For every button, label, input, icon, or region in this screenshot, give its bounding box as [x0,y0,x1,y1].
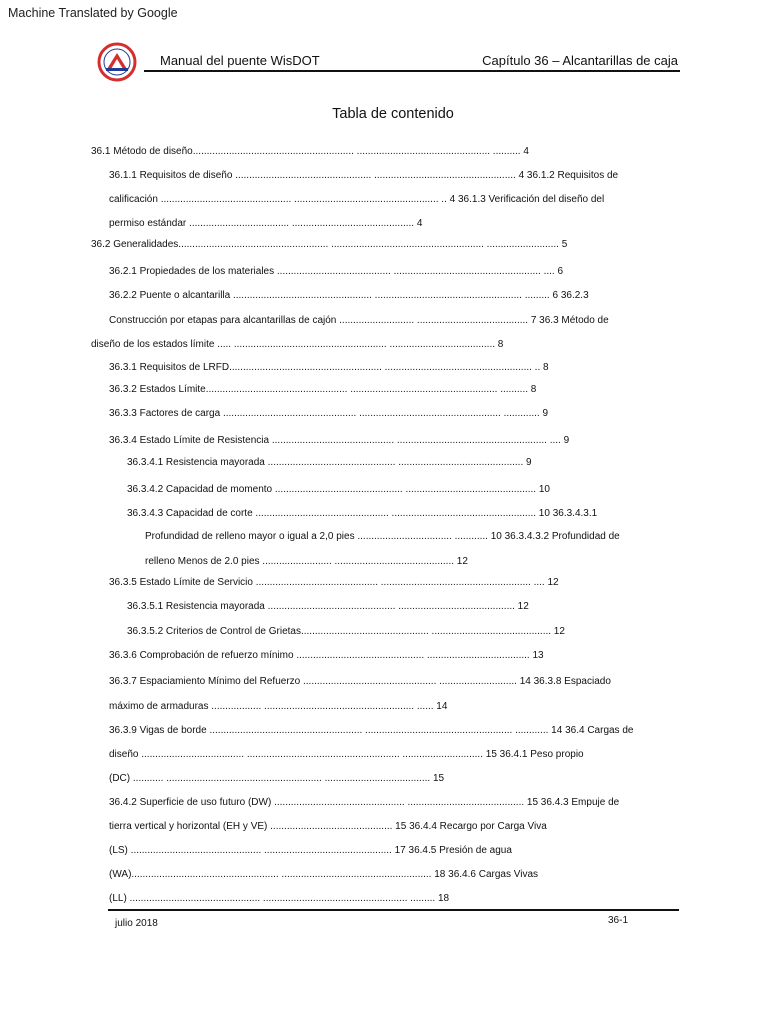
toc-entry[interactable]: relleno Menos de 2.0 pies ......................... ........................................... 12 [145,556,468,567]
toc-entry[interactable]: 36.3.5 Estado Límite de Servicio ............................................ ...................................................... .... 12 [109,577,559,588]
toc-entry[interactable]: Profundidad de relleno mayor o igual a 2,0 pies .................................. ............ 10 36.3.4.3.2 Profundidad de [145,531,620,542]
toc-entry[interactable]: 36.4.2 Superficie de uso futuro (DW) ............................................... .......................................... 15 36.4.3 Empuje de [109,797,620,808]
toc-entry[interactable]: 36.3.3 Factores de carga ................................................ ................................................... ............. 9 [109,408,549,419]
toc-entry[interactable]: 36.3.2 Estados Límite................................................... ..................................................... .......... 8 [109,384,537,395]
toc-entry[interactable]: diseño de los estados límite ..... ....................................................... ...................................... 8 [91,339,504,350]
wisdot-seal-icon [97,42,137,82]
toc-entry[interactable]: tierra vertical y horizontal (EH y VE) ............................................ 15 36.4.4 Recargo por Carga Viva [109,821,547,832]
toc-entry[interactable]: (LL) ............................................... .................................................... ......... 18 [109,893,450,904]
toc-entry[interactable]: diseño ..................................... ....................................................... ............................. 15 36.4.1 Peso propio [109,749,584,760]
toc-entry[interactable]: 36.2 Generalidades...................................................... ....................................................... .......................... 5 [91,239,568,250]
chapter-title: Capítulo 36 – Alcantarillas de caja [482,53,678,68]
toc-entry[interactable]: 36.3.7 Espaciamiento Mínimo del Refuerzo ................................................ ............................ 14 36.3.8 Espaciado [109,676,611,687]
toc-entry[interactable]: 36.1.1 Requisitos de diseño ................................................. ................................................... 4 36.1.2 Requisitos de [109,170,619,181]
toc-entry[interactable]: 36.3.4.3 Capacidad de corte ................................................ .................................................... 10 36.3.4.3.1 [127,508,598,519]
toc-entry[interactable]: 36.1 Método de diseño.......................................................... ................................................ .......... 4 [91,146,529,157]
toc-entry[interactable]: (DC) ........... ........................................................ ...................................... 15 [109,773,445,784]
translation-banner: Machine Translated by Google [8,6,178,20]
toc-entry[interactable]: 36.2.1 Propiedades de los materiales ......................................... ..................................................... .... 6 [109,266,564,277]
toc-entry[interactable]: (WA)..................................................... ...................................................... 18 36.4.6 Cargas Vivas [109,869,539,880]
page-title: Tabla de contenido [332,106,454,122]
header-divider [144,70,680,72]
toc-entry[interactable]: 36.3.4 Estado Límite de Resistencia ............................................ ...................................................... .... 9 [109,435,570,446]
toc-entry[interactable]: 36.2.2 Puente o alcantarilla .................................................. ..................................................... ......... 6 36.2.3 [109,290,589,301]
toc-entry[interactable]: máximo de armaduras .................. ...................................................... ...... 14 [109,701,448,712]
toc-entry[interactable]: permiso estándar .................................... ............................................ 4 [109,218,423,229]
toc-entry[interactable]: calificación ............................................... .................................................... .. 4 36.1.3 Verificación del diseño del [109,194,605,205]
toc-entry[interactable]: Construcción por etapas para alcantarillas de cajón ........................... ........................................ 7 36.3 Método de [109,315,609,326]
footer-date: julio 2018 [115,918,158,929]
manual-title: Manual del puente WisDOT [160,53,320,68]
toc-entry[interactable]: 36.3.4.2 Capacidad de momento .............................................. ............................................... 10 [127,484,550,495]
toc-entry[interactable]: 36.3.1 Requisitos de LRFD....................................................... ..................................................... .. 8 [109,362,549,373]
toc-entry[interactable]: 36.3.5.1 Resistencia mayorada .............................................. .......................................... 12 [127,601,529,612]
footer-divider [108,909,679,911]
toc-entry[interactable]: 36.3.5.2 Criterios de Control de Grietas.............................................. ........................................... 12 [127,626,565,637]
toc-entry[interactable]: 36.3.4.1 Resistencia mayorada .............................................. ............................................. 9 [127,457,532,468]
toc-entry[interactable]: (LS) ............................................... .............................................. 17 36.4.5 Presión de agua [109,845,512,856]
toc-entry[interactable]: 36.3.9 Vigas de borde ....................................................... ..................................................... ............ 14 36.4 Cargas de [109,725,634,736]
footer-page-number: 36-1 [608,915,629,926]
toc-entry[interactable]: 36.3.6 Comprobación de refuerzo mínimo .............................................. ..................................... 13 [109,650,544,661]
